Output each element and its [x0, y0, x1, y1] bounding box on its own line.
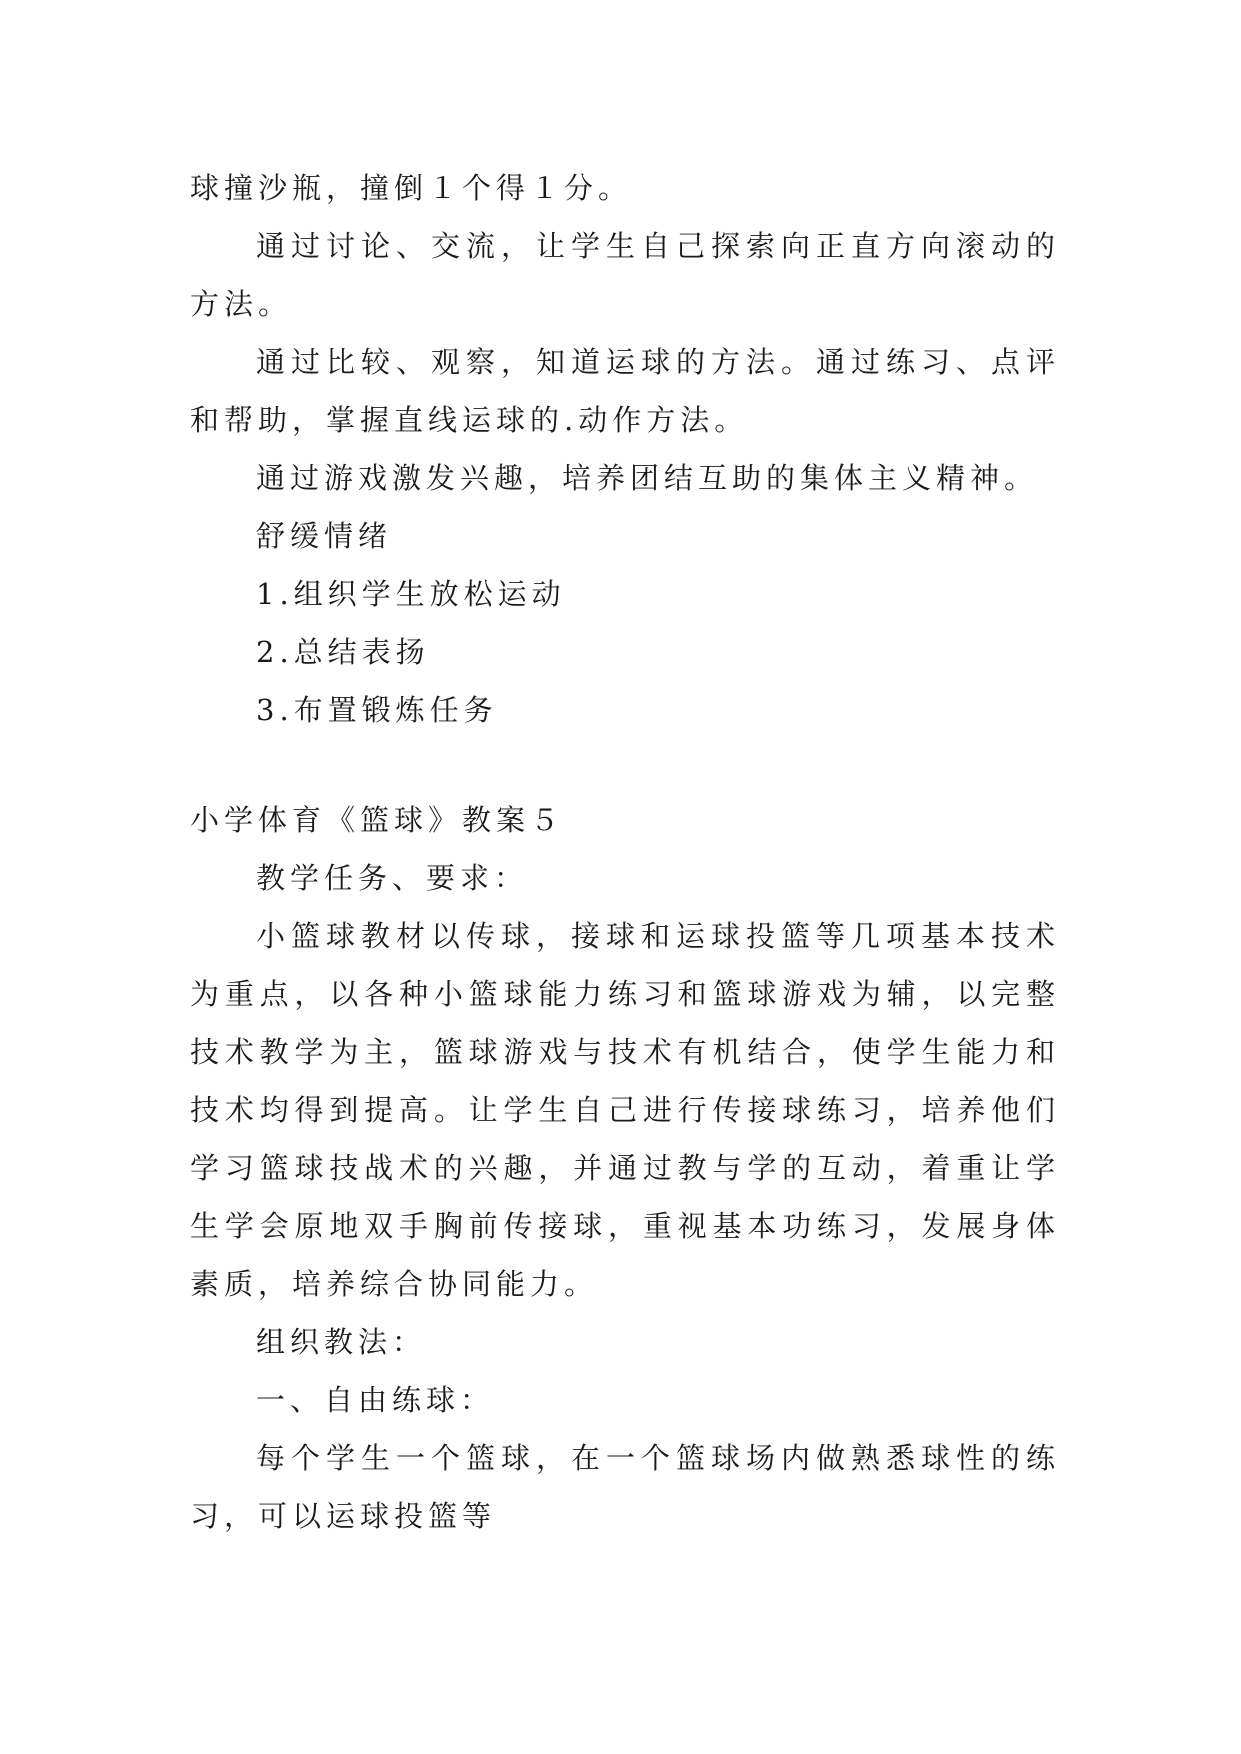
list-item: 1.组织学生放松运动	[256, 577, 566, 611]
list-item: 2.总结表扬	[256, 635, 430, 669]
paragraph: 小篮球教材以传球，接球和运球投篮等几项基本技术为重点，以各种小篮球能力练习和篮球游戏为辅，以完整技术教学为主，篮球游戏与技术有机结合，使学生能力和技术均得到提高。让学生自己进行传接球练习，培养他们学习篮球技战术的兴趣，并通过教与学的互动，着重让学生学会原地双手胸前传接球，重视基本功练习，发展身体素质，培养综合协同能力。	[190, 919, 1060, 1301]
paragraph: 每个学生一个篮球，在一个篮球场内做熟悉球性的练习，可以运球投篮等	[190, 1441, 1060, 1533]
paragraph: 通过讨论、交流，让学生自己探索向正直方向滚动的方法。	[190, 229, 1060, 321]
document-body	[190, 159, 1060, 1545]
paragraph: 组织教法：	[256, 1325, 427, 1359]
paragraph-continuation: 球撞沙瓶，撞倒１个得１分。	[190, 171, 633, 205]
paragraph: 教学任务、要求：	[256, 861, 529, 895]
paragraph: 舒缓情绪	[256, 519, 393, 553]
paragraph: 通过比较、观察，知道运球的方法。通过练习、点评和帮助，掌握直线运球的.动作方法。	[190, 345, 1060, 437]
section-title: 小学体育《篮球》教案５	[190, 803, 565, 837]
paragraph: 通过游戏激发兴趣，培养团结互助的集体主义精神。	[256, 461, 1039, 495]
section-spacer	[190, 739, 1060, 791]
paragraph: 一、自由练球：	[256, 1383, 495, 1417]
list-item: 3.布置锻炼任务	[256, 693, 498, 727]
